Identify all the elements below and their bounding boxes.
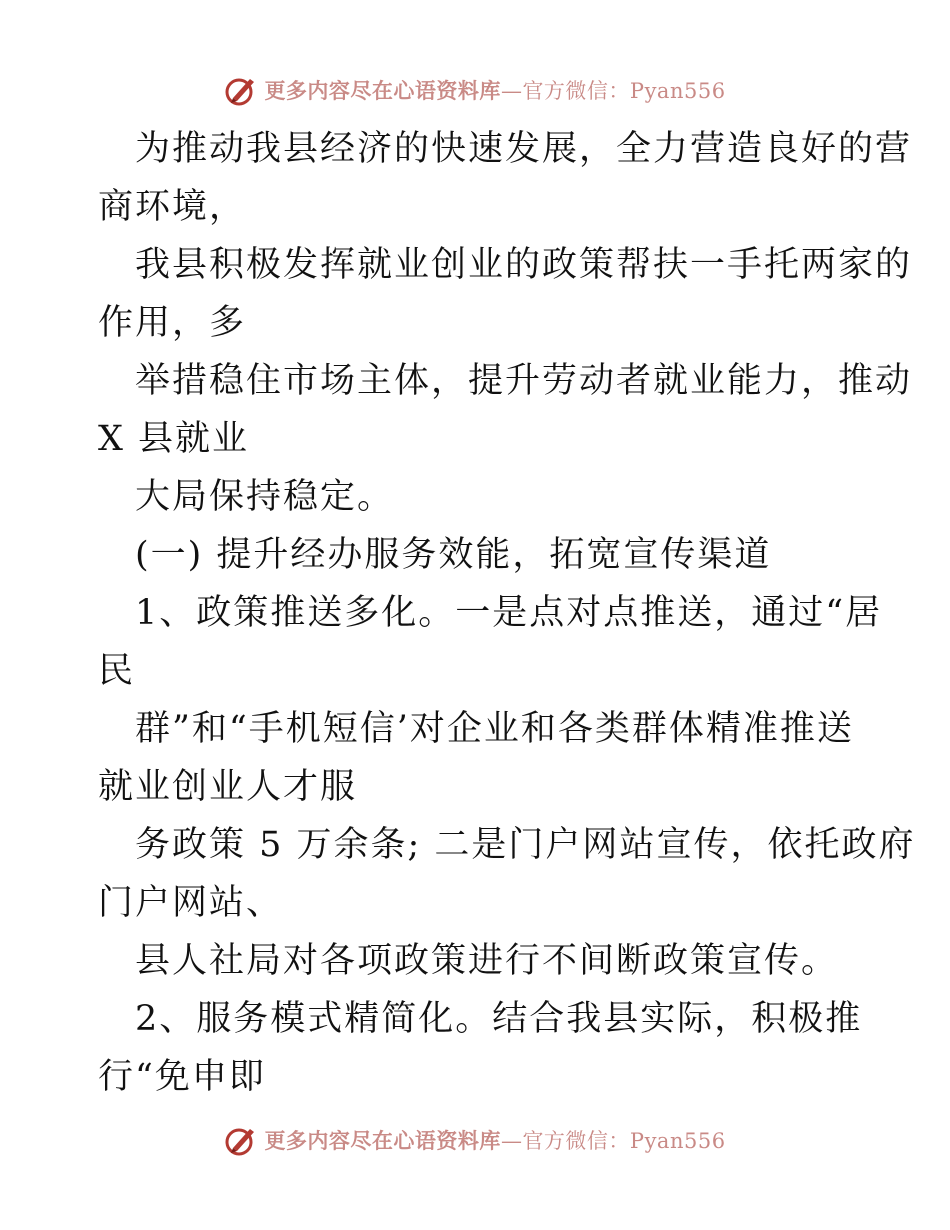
header-dash: — [500, 79, 523, 103]
text-line: 县人社局对各项政策进行不间断政策宣传。 [135, 941, 839, 981]
text-line: 民 [98, 651, 136, 691]
text-line: 2、服务模式精简化。结合我县实际，积极推 [135, 999, 863, 1039]
text-line: 大局保持稳定。 [135, 477, 395, 517]
text-line: X 县就业 [98, 419, 250, 459]
text-line: 1、政策推送多化。一是点对点推送，通过“居 [135, 593, 883, 633]
text-line: 为推动我县经济的快速发展，全力营造良好的营 [135, 129, 913, 169]
text-line: 行“免申即 [98, 1057, 266, 1097]
section-heading: (一) 提升经办服务效能，拓宽宣传渠道 [135, 535, 772, 575]
document-body [98, 120, 916, 1106]
pen-circle-logo-icon [224, 73, 258, 107]
header-brand: 更多内容尽在心语资料库 [264, 78, 501, 103]
footer-brand: 更多内容尽在心语资料库 [264, 1128, 501, 1153]
text-line: 门户网站、 [98, 883, 284, 923]
text-line: 群”和“手机短信’对企业和各类群体精准推送 [135, 709, 854, 749]
text-line: 就业创业人才服 [98, 767, 358, 807]
text-line: 我县积极发挥就业创业的政策帮扶一手托两家的 [135, 245, 913, 285]
footer-suffix: 官方微信：Pyan556 [522, 1129, 726, 1153]
pen-circle-logo-icon [224, 1123, 258, 1157]
header-watermark-text [264, 75, 725, 105]
footer-watermark-banner [0, 1120, 950, 1160]
footer-dash: — [500, 1129, 523, 1153]
footer-watermark-text [264, 1125, 725, 1155]
header-suffix: 官方微信：Pyan556 [522, 79, 726, 103]
text-line: 务政策 5 万余条; 二是门户网站宣传，依托政府 [135, 825, 916, 865]
text-line: 举措稳住市场主体，提升劳动者就业能力，推动 [135, 361, 913, 401]
text-line: 商环境， [98, 187, 247, 227]
text-line: 作用，多 [98, 303, 247, 343]
header-watermark-banner [0, 70, 950, 110]
